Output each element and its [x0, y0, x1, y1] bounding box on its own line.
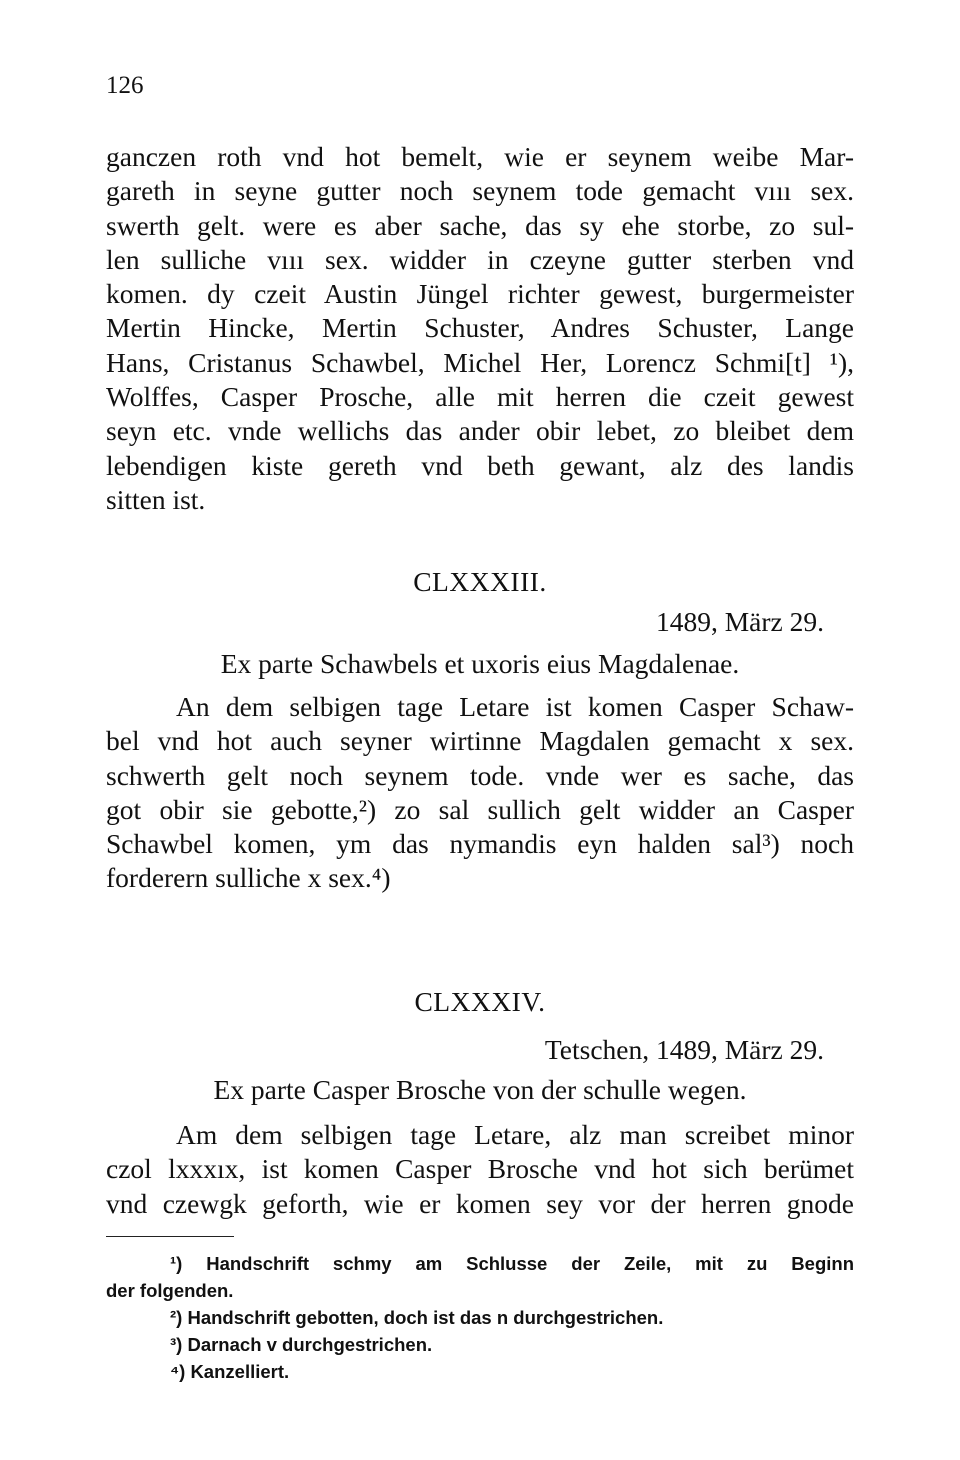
footnote-1: ¹) Handschrift schmy am Schlusse der Zeile, mit zu Beginn [170, 1253, 854, 1274]
document-number: CLXXXIV. [414, 986, 546, 1017]
document-date: Tetschen, 1489, März 29. [544, 1034, 824, 1065]
document-number: CLXXXIII. [413, 566, 547, 597]
text-line: swerth gelt. were es aber sache, das sy ehe storbe, zo sul- [106, 209, 854, 241]
text-line: schwerth gelt noch seynem tode. vnde wer es sache, das [106, 759, 854, 791]
text-line: sitten ist. [106, 483, 206, 515]
text-line: bel vnd hot auch seyner wirtinne Magdalen gemacht x sex. [106, 725, 854, 757]
text-line: Mertin Hincke, Mertin Schuster, Andres Schuster, Lange [106, 312, 854, 344]
text-line: Wolffes, Casper Prosche, alle mit herren die czeit gewest [106, 381, 854, 413]
text-line: Hans, Cristanus Schawbel, Michel Her, Lorencz Schmi[t] ¹), [106, 346, 854, 378]
text-line: gareth in seyne gutter noch seynem tode gemacht vııı sex. [106, 175, 854, 207]
document-date: 1489, März 29. [655, 606, 824, 637]
text-line: vnd czewgk geforth, wie er komen sey vor der herren gnode [106, 1187, 854, 1219]
previous-entry-text [106, 140, 854, 517]
footnotes [106, 1250, 854, 1385]
text-line: len sulliche vııı sex. widder in czeyne gutter sterben vnd [106, 243, 854, 275]
text-line: seyn etc. vnde wellichs das ander obir lebet, zo bleibet dem [106, 415, 854, 447]
text-line: An dem selbigen tage Letare ist komen Casper Schaw- [176, 691, 854, 722]
text-line: lebendigen kiste gereth vnd beth gewant, alz des landis [106, 449, 854, 481]
text-line: Schawbel komen, ym das nymandis eyn halden sal³) noch [106, 828, 854, 860]
footnote-2: ²) Handschrift gebotten, doch ist das n durchgestrichen. [170, 1307, 664, 1328]
footnote-3: ³) Darnach v durchgestrichen. [170, 1334, 433, 1355]
text-line: czol lxxxıx, ist komen Casper Brosche vnd hot sich berümet [106, 1153, 854, 1185]
document-heading: Ex parte Casper Brosche von der schulle wegen. [213, 1074, 747, 1105]
text-line: ganczen roth vnd hot bemelt, wie er seynem weibe Mar- [106, 141, 854, 172]
text-line: komen. dy czeit Austin Jüngel richter gewest, burgermeister [106, 278, 854, 310]
document-heading: Ex parte Schawbels et uxoris eius Magdalenae. [220, 648, 740, 679]
entry-183-text [106, 690, 854, 896]
footnote-separator [106, 1236, 234, 1237]
text-line: got obir sie gebotte,²) zo sal sullich gelt widder an Casper [106, 793, 854, 825]
page-number: 126 [106, 72, 144, 99]
text-line: forderern sulliche x sex.⁴) [106, 862, 391, 894]
footnote-4: ⁴) Kanzelliert. [170, 1361, 290, 1382]
text-line: Am dem selbigen tage Letare, alz man screibet minor [176, 1119, 854, 1150]
footnote-1-continued: der folgenden. [106, 1280, 234, 1301]
entry-184-text [106, 1118, 854, 1221]
